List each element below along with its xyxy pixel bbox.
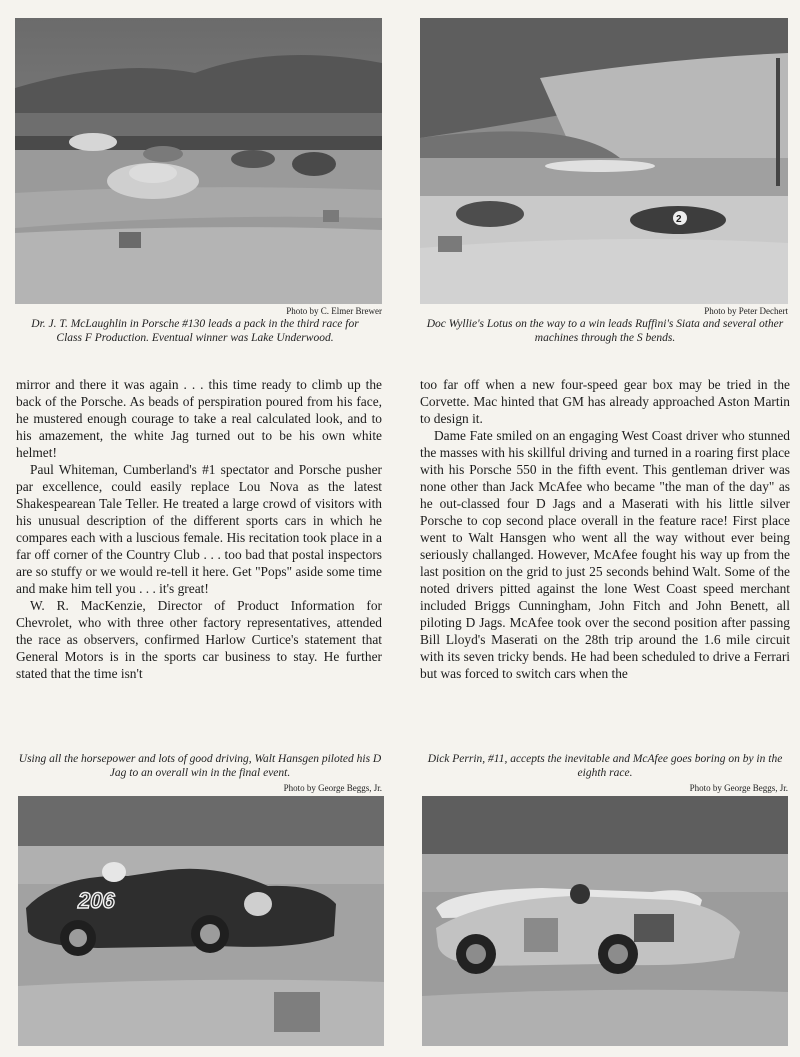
article-paragraph: Paul Whiteman, Cumberland's #1 spectator and Porsche pusher par excellence, could easily replace Lou Nova as the latest Shakespearean Tale Teller. He treated a large crowd of visitors with his unusual description of the different sports cars in which he compares each with a luscious female. His recitation took place in a far off corner of the Country Club . . . too bad that postal inspectors are so stuffy or we would re-tell it here. Get "Pops" aside some time and make him tell you . . . it's great! [16,462,382,596]
photo-caption: Using all the horsepower and lots of good driving, Walt Hansgen piloted his D Jag to an overall win in the final event. [18,753,382,779]
article-paragraph: Dame Fate smiled on an engaging West Coast driver who stunned the masses with his skillful driving and turned in a roaring first place with his Porsche 550 in the fifth event. This gentleman driver was none other than Jack McAfee who became "the man of the day" as he out-classed four D Jags and a Maserati with his little silver Porsche to cop second place overall in the feature race! First place went to Walt Hansgen who went all the way without ever being seriously challanged. However, McAfee fought his way up from the last position on the grid to just 25 seconds behind Walt. Some of the noted drivers pitted against the lone West Coast speed merchant included Briggs Cunningham, John Fitch and John Benett, all piloting D Jags. McAfee took over the second position after passing Bill Lloyd's Maserati on the 28th trip around the 1.6 mile circuit with its seven tricky bends. He had been scheduled to drive a Ferrari but was forced to switch cars when the [420,428,790,681]
photo-porsche-pack [15,18,382,304]
photo-caption: Dick Perrin, #11, accepts the inevitable and McAfee goes boring on by in the eighth race. [427,753,783,779]
photo-caption: Doc Wyllie's Lotus on the way to a win leads Ruffini's Siata and several other machines through the S bends. [426,318,784,344]
article-column-right [420,376,790,682]
photo-credit: Photo by Peter Dechert [704,306,788,316]
article-paragraph: mirror and there it was again . . . this time ready to climb up the back of the Porsche. As beads of perspiration poured from his face, he mustered enough courage to take a real calculated look, and to his amazement, the white Jag turned out to be his own white helmet! [16,377,382,460]
photo-credit: Photo by C. Elmer Brewer [286,306,382,316]
photo-credit: Photo by George Beggs, Jr. [689,783,788,793]
photo-caption: Dr. J. T. McLaughlin in Porsche #130 leads a pack in the third race for Class F Production. Eventual winner was Lake Underwood. [31,318,359,344]
photo-credit: Photo by George Beggs, Jr. [283,783,382,793]
photo-d-jag [18,796,384,1046]
article-column-left [16,376,382,682]
car-number-label: 206 [78,888,115,913]
article-paragraph: W. R. MacKenzie, Director of Product Information for Chevrolet, who with three other factory representatives, attended the race as observers, confirmed Harlow Curtice's statement that General Motors is in the sports car business to stay. He further stated that the time isn't [16,598,382,681]
car-number-label: 2 [676,214,682,225]
photo-lotus-s-bends [420,18,788,304]
photo-porsche-mcafee [422,796,788,1046]
article-paragraph: too far off when a new four-speed gear box may be tried in the Corvette. Mac hinted that GM has already approached Aston Martin to design it. [420,377,790,426]
